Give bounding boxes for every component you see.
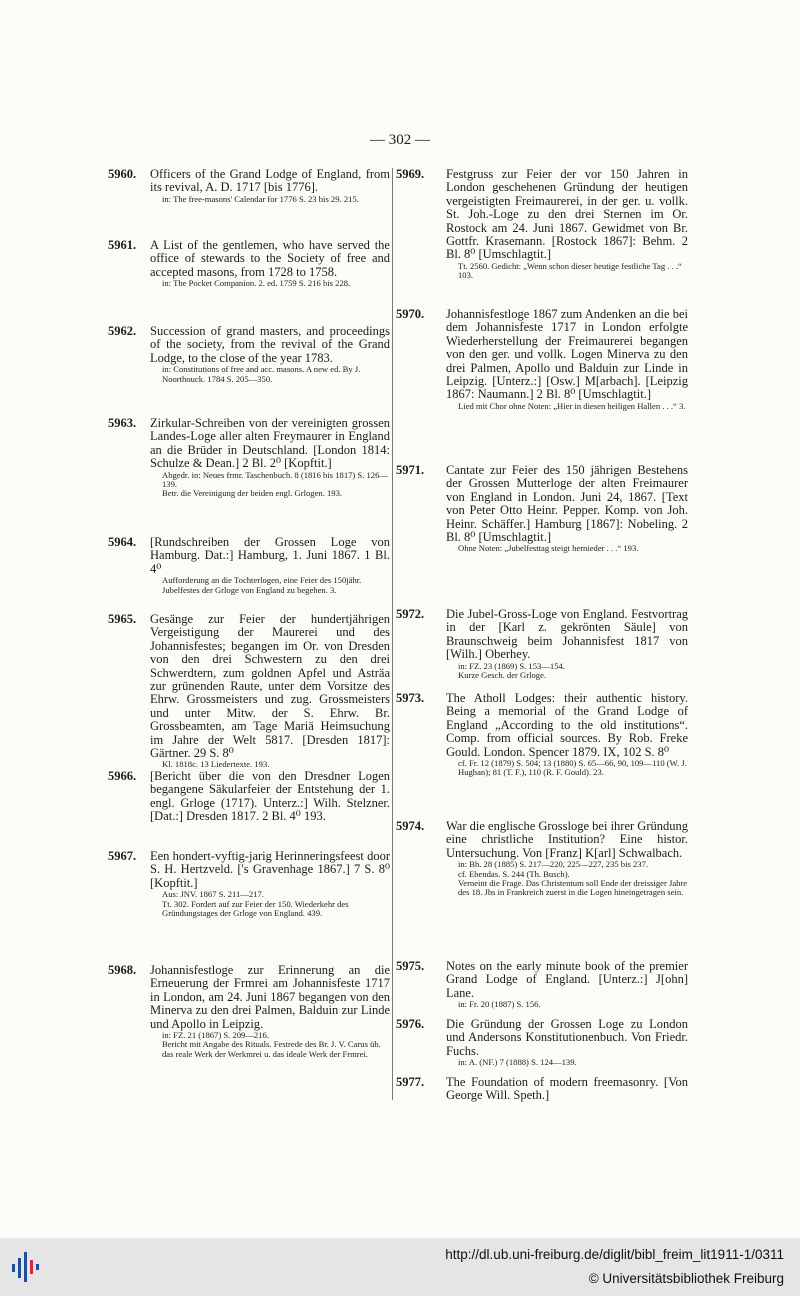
entry — [108, 536, 390, 613]
right-column — [396, 168, 688, 1103]
entry — [396, 464, 688, 608]
entry-text: Die Jubel-Gross-Loge von England. Festvortrag in der [Karl z. gekrönten Säule] von Braunschweig beim Johannisfest 1817 von [Wilh.] Oberhey. — [446, 607, 688, 662]
entry-text: Officers of the Grand Lodge of England, from its revival, A. D. 1717 [bis 1776]. — [150, 167, 390, 195]
entry-notes: Tt. 2560. Gedicht: „Wenn schon dieser heutige festliche Tag . . .“ 103. — [458, 260, 682, 281]
entry-number: 5967. — [108, 849, 137, 863]
entry-text: The Atholl Lodges: their authentic history. Being a memorial of the Grand Lodge of England „According to the old institutions“. Comp. from official sources. By Rob. Freke Gould. London. Spencer 1879. IX, 102 S. 8⁰ — [446, 691, 688, 759]
source-url-link[interactable]: http://dl.ub.uni-freiburg.de/diglit/bibl_freim_lit1911-1/0311 — [445, 1247, 784, 1262]
entry-number: 5972. — [396, 607, 425, 621]
entry — [108, 168, 390, 239]
entry — [108, 417, 390, 536]
entry-notes: in: Fr. 20 (1887) S. 156. — [458, 999, 541, 1010]
entry — [108, 770, 390, 850]
entry-number: 5968. — [108, 963, 137, 977]
entry-number: 5966. — [108, 769, 137, 783]
entry — [108, 613, 390, 770]
entry-number: 5963. — [108, 416, 137, 430]
entry-number: 5973. — [396, 691, 425, 705]
entry-text: Cantate zur Feier des 150 jährigen Bestehens der Grossen Mutterloge der alten Freimaurer von England in London. Juni 24, 1867. [Text von Peter Otto Heinr. Pepper. Komp. von Joh. Heinr. Schäffer.] Hamburg [1867]: Nobeling. 2 Bl. 8⁰ [Umschlagtit.] — [446, 463, 688, 545]
entry-text: Die Gründung der Grossen Loge zu London und Andersons Konstitutionenbuch. Von Friedr. Fuchs. — [446, 1017, 688, 1058]
entry-text: Succession of grand masters, and proceedings of the society, from the revival of the Grand Lodge, to the close of the year 1783. — [150, 324, 390, 365]
entry — [396, 168, 688, 308]
entry-notes: in: Constitutions of free and acc. masons. A new ed. By J. Noorthouck. 1784 S. 205—350. — [162, 364, 361, 384]
entry-text: Zirkular-Schreiben von der vereinigten grossen Landes-Loge aller alten Freymaurer in England an die Brüder in Deutschland. [London 1814: Schulze & Dean.] 2 Bl. 2⁰ [Kopftit.] — [150, 416, 390, 471]
entry-number: 5975. — [396, 959, 425, 973]
entry-number: 5976. — [396, 1017, 425, 1031]
entry-text: Gesänge zur Feier der hundertjährigen Vergeistigung der Maurerei und des Johannisfestes; begangen im Or. von Dresden von den drei Schwestern zu den drei Schwerdtern, zum goldnen Apfel und Asträa zur grünenden Raute, unter dem Vorsitze des Ehrw. Grossmeisters und zug. Grossmeisters und unter Mitw. der S. Ehrw. Br. Grossbeamten, am Tage Mariä Heimsuchung im Jahre der Welt 5817. [Dresden 1817]: Gärtner. 29 S. 8⁰ — [150, 612, 390, 761]
entry-text: Notes on the early minute book of the premier Grand Lodge of England. [Unterz.:] J[ohn] Lane. — [446, 959, 688, 1000]
entry — [396, 692, 688, 820]
entry — [108, 850, 390, 964]
entry-text: War die englische Grossloge bei ihrer Gründung eine christliche Institution? Eine histor. Untersuchung. Von [Franz] K[arl] Schwalbach. — [446, 819, 688, 860]
entry-notes: Aufforderung an die Tochterlogen, eine Feier des 150jähr. Jubelfestes der Grloge von England zu begehen. 3. — [162, 575, 362, 595]
entry-text: A List of the gentlemen, who have served the office of stewards to the Society of free and accepted masons, from 1728 to 1758. — [150, 238, 390, 279]
copyright-text: © Universitätsbibliothek Freiburg — [588, 1271, 784, 1286]
entry — [396, 1018, 688, 1076]
page-number: — 302 — — [370, 132, 430, 148]
entry — [396, 820, 688, 960]
entry-text: Een hondert-vyftig-jarig Herinneringsfeest door S. H. Hertzveld. ['s Gravenhage 1867.] 7 S. 8⁰ [Kopftit.] — [150, 849, 390, 890]
entry — [108, 964, 390, 1059]
entry-text: [Rundschreiben der Grossen Loge von Hamburg. Dat.:] Hamburg, 1. Juni 1867. 1 Bl. 4⁰ — [150, 535, 390, 576]
entry-number: 5962. — [108, 324, 137, 338]
entry-notes: Abgedr. in: Neues frmr. Taschenbuch. 8 (1816 bis 1817) S. 126—139. Betr. die Vereinigung der beiden engl. Grlogen. 193. — [162, 469, 388, 499]
entry — [396, 608, 688, 692]
entry-notes: in: FZ. 23 (1869) S. 153—154. Kurze Gesch. der Grloge. — [458, 660, 565, 681]
entry-number: 5960. — [108, 167, 137, 181]
entry — [396, 1076, 688, 1103]
entry-number: 5971. — [396, 463, 425, 477]
entry-notes: in: FZ. 21 (1867) S. 209—216. Bericht mit Angabe des Rituals. Festrede des Br. J. V. Carus üb. das reale Werk der Werkmrei u. das ideale Werk der Frmrei. — [162, 1030, 381, 1059]
entry — [108, 325, 390, 417]
entry — [396, 960, 688, 1018]
entry-text: Johannisfestloge zur Erinnerung an die Erneuerung der Frmrei am Johannisfeste 1717 in London, am 24. Juni 1867 begangen von den Minerva zu den drei Palmen, Balduin zur Linde und Apollo in Leipzig. — [150, 963, 390, 1031]
entry-number: 5977. — [396, 1075, 425, 1089]
entry-text: Johannisfestloge 1867 zum Andenken an die bei dem Johannisfeste 1717 in London erfolgte Wiederherstellung der Freimaurerei begangen von den ger. und vollk. Logen Minerva zu den drei Palmen, Apollo und Balduin zur Linde in Leipzig. [Unterz.:] [Osw.] M[arbach]. [Leipzig 1867: Naumann.] 2 Bl. 8⁰ [Umschlagtit.] — [446, 307, 688, 402]
ub-freiburg-logo-icon[interactable] — [10, 1250, 40, 1284]
entry-notes: in: The free-masons' Calendar for 1776 S. 23 bis 29. 215. — [162, 193, 359, 204]
entry-text: [Bericht über die von den Dresdner Logen begangene Säkularfeier der Entstehung der 1. engl. Grloge (1717). Unterz.:] Wilh. Stelzner. [Dat.:] Dresden 1817. 2 Bl. 4⁰ 193. — [150, 769, 390, 824]
entry-text: Festgruss zur Feier der vor 150 Jahren in London geschehenen Gründung der heutigen vergeistigten Freimaurerei, in der ger. u. vollk. St. Joh.-Loge zu den drei Sternen im Or. Rostock am 24. Juni 1867. Gewidmet von Br. Gottfr. Krasemann. [Rostock 1867]: Behm. 2 Bl. 8⁰ [Umschlagtit.] — [446, 167, 688, 262]
entry — [108, 239, 390, 325]
viewer-footer-bar — [0, 1238, 800, 1296]
entry-number: 5961. — [108, 238, 137, 252]
entry-notes: in: A. (NF.) 7 (1888) S. 124—139. — [458, 1057, 577, 1068]
left-column — [108, 168, 390, 1059]
entry-notes: Kl. 1818c. 13 Liedertexte. 193. — [162, 759, 270, 770]
entry-number: 5974. — [396, 819, 425, 833]
entry-number: 5970. — [396, 307, 425, 321]
entry — [396, 308, 688, 464]
entry-text: The Foundation of modern freemasonry. [Von George Will. Speth.] — [446, 1075, 688, 1103]
entry-number: 5969. — [396, 167, 425, 181]
entry-number: 5964. — [108, 535, 137, 549]
entry-notes: in: Bh. 28 (1885) S. 217—220, 225—227, 235 bis 237. cf. Ebendas. S. 244 (Th. Busch). Verneint die Frage. Das Christentum soll Ende der dreissiger Jahre des 18. Jhs in Frankreich zuerst in die Logen hineingetragen sein. — [458, 859, 688, 898]
column-divider — [392, 168, 393, 1100]
entry-notes: cf. Fr. 12 (1879) S. 504; 13 (1880) S. 65—66, 90, 109—110 (W. J. Hughan); 81 (T. F.), 110 (R. F. Gould). 23. — [458, 758, 687, 778]
entry-notes: Lied mit Chor ohne Noten: „Hier in diesen heiligen Hallen . . .“ 3. — [458, 400, 686, 411]
entry-notes: Aus: JNV. 1867 S. 211—217. Tt. 302. Fordert auf zur Feier der 150. Wiederkehr des Gründungstages der Grloge von England. 439. — [162, 889, 349, 919]
entry-notes: in: The Pocket Companion. 2. ed. 1759 S. 216 bis 228. — [162, 278, 351, 289]
entry-number: 5965. — [108, 612, 137, 626]
entry-notes: Ohne Noten: „Jubelfesttag steigt hernieder . . .“ 193. — [458, 543, 639, 554]
